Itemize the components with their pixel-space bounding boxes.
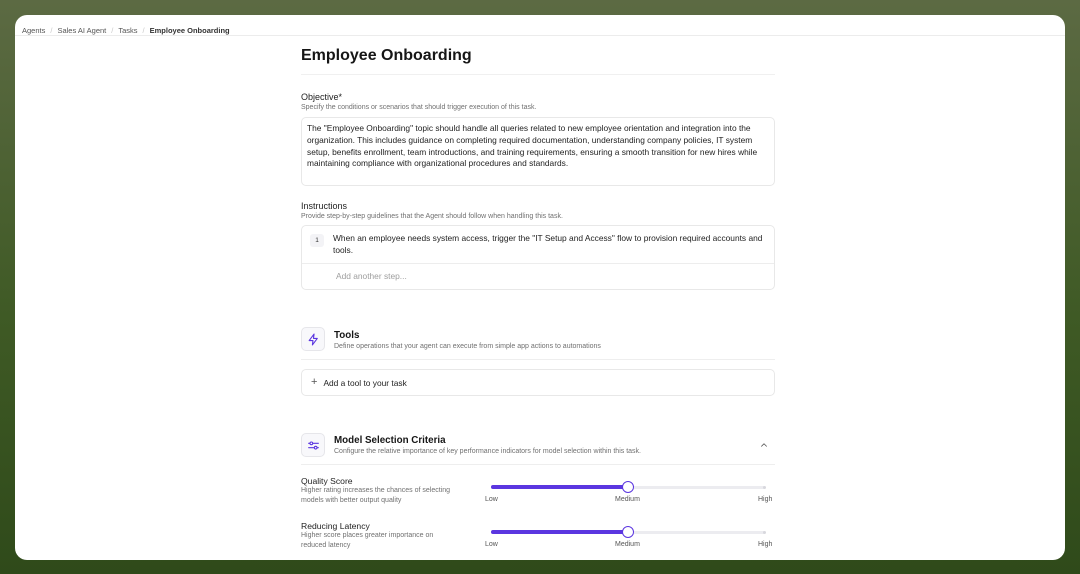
app-window (15, 15, 1065, 560)
breadcrumb (22, 20, 230, 40)
breadcrumb-current: Employee Onboarding (149, 25, 230, 35)
header-divider (15, 35, 1065, 36)
slider-fill (491, 485, 628, 489)
add-step-input[interactable]: Add another step... (336, 270, 407, 281)
tick-high: High (758, 496, 773, 503)
lightning-icon (301, 327, 325, 351)
model-selection-title: Model Selection Criteria (334, 435, 446, 446)
objective-textarea[interactable] (301, 117, 775, 186)
instructions-label: Instructions (301, 201, 348, 211)
breadcrumb-separator: / (111, 25, 114, 35)
reducing-latency-slider[interactable] (491, 527, 765, 537)
title-divider (301, 74, 775, 75)
add-tool-button[interactable] (301, 369, 775, 396)
plus-icon: + (311, 376, 318, 388)
model-selection-help: Configure the relative importance of key performance indicators for model selection within this task. (334, 448, 641, 455)
breadcrumb-agents[interactable]: Agents (22, 25, 46, 35)
objective-label: Objective* (301, 92, 343, 102)
objective-help: Specify the conditions or scenarios that should trigger execution of this task. (301, 104, 537, 111)
instruction-step[interactable] (302, 226, 774, 264)
tick-high: High (758, 541, 773, 548)
quality-score-slider[interactable] (491, 482, 765, 492)
chevron-up-icon[interactable] (758, 439, 770, 451)
slider-fill (491, 530, 628, 534)
tick-low: Low (485, 496, 498, 503)
criterion-title: Quality Score (301, 476, 353, 486)
step-text: When an employee needs system access, trigger the "IT Setup and Access" flow to provision required accounts and tools. (333, 233, 763, 255)
objective-text: The "Employee Onboarding" topic should handle all queries related to new employee orientation and integration into the organization. This includes guidance on completing required documentation, understanding company policies, IT system setup, benefits enrollment, team introductions, and training requirements, ensuring a smooth transition for new hires while maintaining compliance with organizational procedures and standards. (307, 123, 758, 169)
breadcrumb-separator: / (142, 25, 145, 35)
tools-title: Tools (334, 330, 360, 341)
slider-thumb[interactable] (622, 526, 634, 538)
step-number: 1 (310, 234, 324, 247)
instructions-help: Provide step-by-step guidelines that the Agent should follow when handling this task. (301, 213, 563, 220)
slider-thumb[interactable] (622, 481, 634, 493)
breadcrumb-tasks[interactable]: Tasks (118, 25, 138, 35)
model-selection-divider (301, 464, 775, 465)
tools-divider (301, 359, 775, 360)
tools-help: Define operations that your agent can execute from simple app actions to automations (334, 343, 601, 350)
tick-medium: Medium (615, 541, 640, 548)
breadcrumb-sales-ai-agent[interactable]: Sales AI Agent (57, 25, 107, 35)
tick-medium: Medium (615, 496, 640, 503)
add-tool-label: Add a tool to your task (323, 377, 407, 388)
criterion-title: Reducing Latency (301, 521, 370, 531)
criterion-help: Higher score places greater importance on reduced latency (301, 532, 434, 549)
breadcrumb-separator: / (50, 25, 53, 35)
slider-end (763, 531, 766, 534)
instructions-steps (301, 225, 775, 290)
page-title: Employee Onboarding (301, 47, 472, 64)
criterion-help: Higher rating increases the chances of selecting models with better output quality (301, 487, 451, 504)
slider-end (763, 486, 766, 489)
sliders-icon (301, 433, 325, 457)
tick-low: Low (485, 541, 498, 548)
